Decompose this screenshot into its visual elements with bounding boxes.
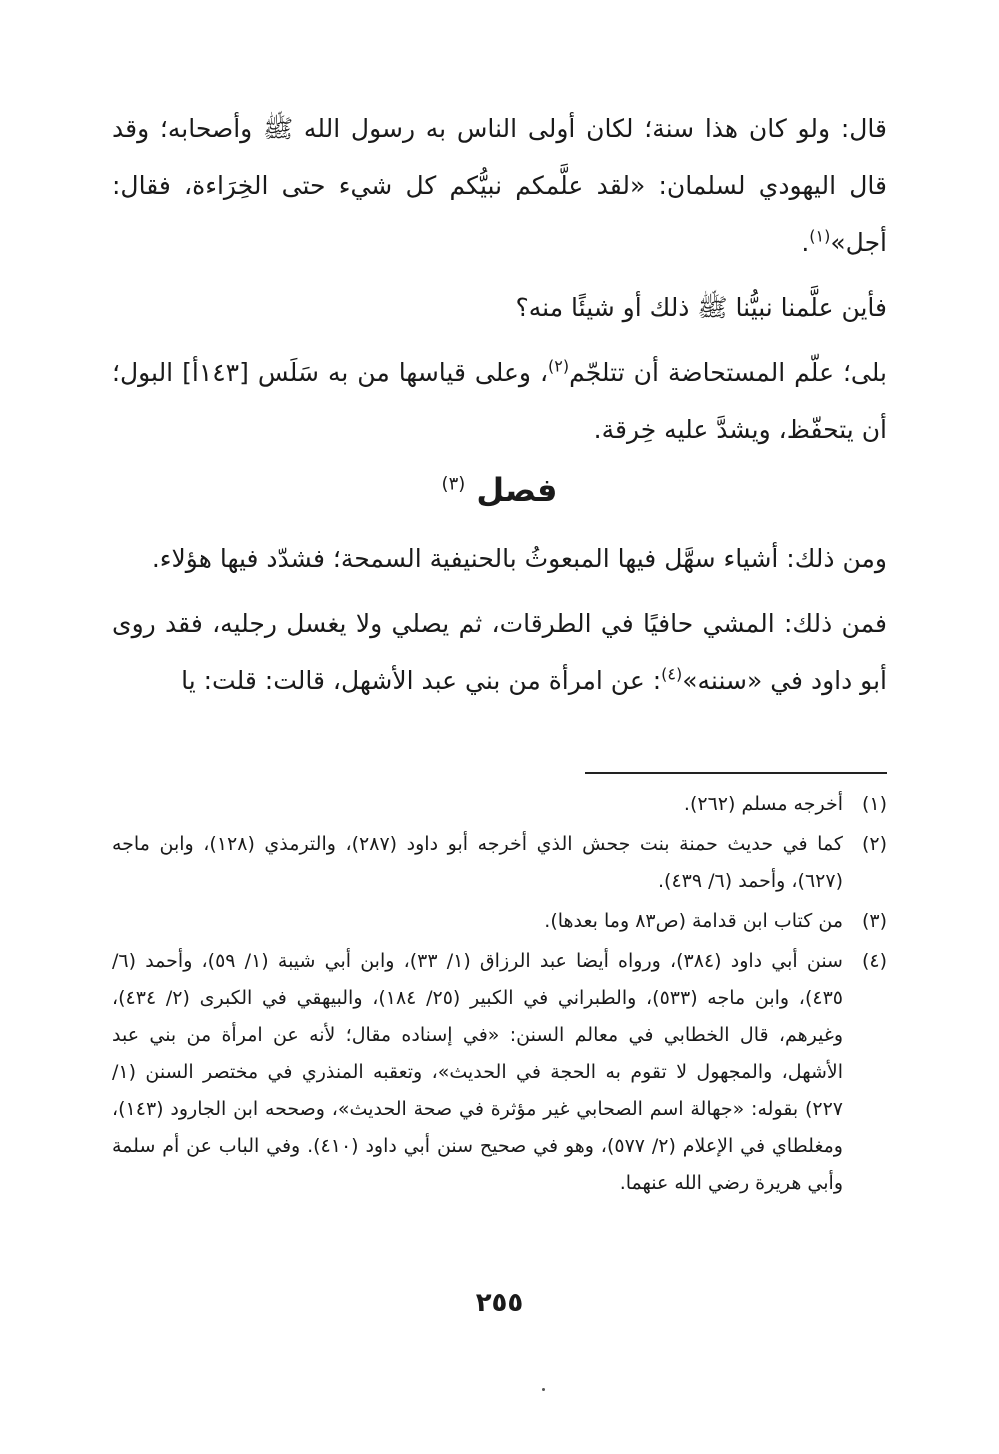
footnote-text: كما في حديث حمنة بنت جحش الذي أخرجه أبو داود (٢٨٧)، والترمذي (١٢٨)، وابن ماجه (٦٢٧)، وأحمد (٦/ ٤٣٩). [112,833,843,892]
paragraph-3-text-a: بلى؛ علّم المستحاضة أن تتلجّم [569,358,887,387]
paragraph-3-text-b: ، وعلى قياسها من به سَلَس [257,358,549,387]
footnote-2 [112,826,887,900]
page-number: ٢٥٥ [475,1288,524,1318]
paragraph-4: ومن ذلك: أشياء سهَّل فيها المبعوثُ بالحنيفية السمحة؛ فشدّد فيها هؤلاء. [151,544,887,573]
paragraph-5-text-a: فمن ذلك: المشي حافيًا في الطرقات، ثم يصلي ولا يغسل رجليه، فقد روى أبو داود في «سننه» [112,609,887,695]
footnote-divider [585,772,887,774]
section-heading [112,458,887,522]
footnote-number: (٣) [861,910,887,932]
paragraph-5 [112,595,887,709]
paragraph-5-text-b: : عن امرأة من بني عبد الأشهل، قالت: قلت: يا [181,666,662,695]
footnote-ref-4[interactable]: (٤) [661,664,683,684]
footnote-text: من كتاب ابن قدامة (ص٨٣ وما بعدها). [544,910,843,932]
footnote-number: (٤) [861,950,887,972]
footnote-number: (١) [861,793,887,815]
footnote-ref-2[interactable]: (٢) [548,356,570,376]
paragraph-3 [112,344,887,458]
scan-dot [542,1388,545,1391]
footnote-4 [112,943,887,1202]
footnotes [112,786,887,1205]
footnote-text: أخرجه مسلم (٢٦٢). [683,793,843,815]
footnote-1 [112,786,887,823]
footnote-text: سنن أبي داود (٣٨٤)، ورواه أيضا عبد الرزاق (١/ ٣٣)، وابن أبي شيبة (١/ ٥٩)، وأحمد (٦/ ٤٣٥)، وابن ماجه (٥٣٣)، والطبراني في الكبير (٢٥/ ١٨٤)، والبيهقي في الكبرى (٢/ ٤٣٤)، وغيرهم، قال الخطابي في معالم السنن: «في إسناده مقال؛ لأنه عن امرأة من بني عبد الأشهل، والمجهول لا تقوم به الحجة في الحديث»، وتعقبه المنذري في مختصر السنن (١/ ٢٢٧) بقوله: «جهالة اسم الصحابي غير مؤثرة في صحة الحديث»، وصححه ابن الجارود (١٤٣)، ومغلطاي في الإعلام (٢/ ٥٧٧)، وهو في صحيح سنن أبي داود (٤١٠). وفي الباب عن أم سلمة وأبي هريرة رضي الله عنهما. [112,950,843,1194]
footnote-ref-1[interactable]: (١) [809,226,831,246]
paragraph-1-text: قال: ولو كان هذا سنة؛ لكان أولى الناس به رسول الله ﷺ وأصحابه؛ وقد قال اليهودي لسلمان: «لقد علَّمكم نبيُّكم كل شيء حتى الخِرَاءة، فقال: أجل» [112,114,887,257]
footnote-number: (٢) [861,833,887,855]
footnote-ref-3[interactable]: (٣) [441,473,466,495]
manuscript-folio-marker: [١٤٣أ] [182,358,249,387]
footnote-3 [112,903,887,940]
paragraph-2: فأين علَّمنا نبيُّنا ﷺ ذلك أو شيئًا منه؟ [515,293,887,322]
section-heading-text: فصل [476,471,558,509]
main-text [112,100,887,709]
paragraph-3-text-c: البول؛ أن يتحفّظ، ويشدَّ عليه خِرقة. [112,358,887,444]
paragraph-1: قال: ولو كان هذا سنة؛ لكان أولى الناس به رسول الله ﷺ وأصحابه؛ وقد قال اليهودي لسلمان: «لقد علَّمكم نبيُّكم كل شيء حتى الخِرَاءة، فقال: أجل»$^{(١)}$. [112,114,887,257]
